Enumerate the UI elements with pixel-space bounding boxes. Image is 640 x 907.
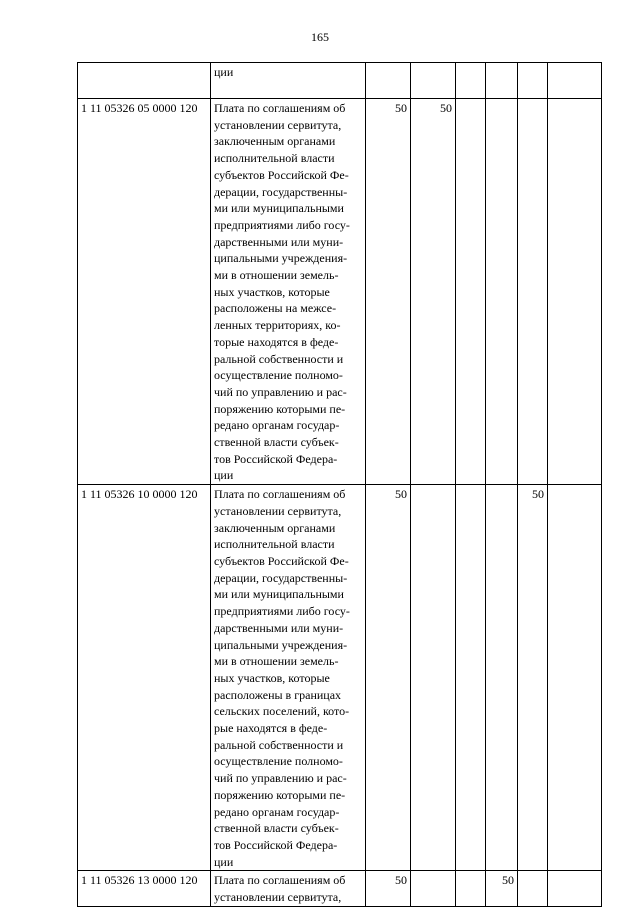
amount-cell-4: [486, 63, 518, 99]
amount-cell-3: [456, 485, 486, 871]
revenue-description-cell: Плата по соглашениям об установлении сервитута,: [211, 871, 366, 906]
table-row: [78, 871, 602, 906]
amount-cell-5: [518, 871, 548, 906]
amount-cell-5: [518, 63, 548, 99]
amount-cell-2: [411, 485, 456, 871]
revenue-description-cell: Плата по соглашениям об установлении сервитута, заключенным органами исполнительной власти субъектов Российской Фе- дерации, государственны- ми или муниципальными предприятиями либо госу- дарственными или муни- ципальными учреждения- ми в отношении земель- ных участков, которые расположены на межсе- ленных территориях, ко- торые находятся в феде- ральной собственности и осуществление полномо- чий по управлению и рас- поряжению которыми пе- редано органам государ- ственной власти субъек- тов Российской Федера- ции: [211, 99, 366, 485]
amount-cell-3: [456, 99, 486, 485]
revenue-code-cell: 1 11 05326 10 0000 120: [78, 485, 211, 871]
revenue-description-cell: ции: [211, 63, 366, 99]
table-row: [78, 63, 602, 99]
table-row: [78, 485, 602, 871]
table-row: [78, 99, 602, 485]
amount-cell-1: [366, 63, 411, 99]
amount-cell-1: 50: [366, 485, 411, 871]
amount-cell-2: [411, 871, 456, 906]
revenue-description-cell: Плата по соглашениям об установлении сервитута, заключенным органами исполнительной власти субъектов Российской Фе- дерации, государственны- ми или муниципальными предприятиями либо госу- дарственными или муни- ципальными учреждения- ми в отношении земель- ных участков, которые расположены в границах сельских поселений, кото- рые находятся в феде- ральной собственности и осуществление полномо- чий по управлению и рас- поряжению которыми пе- редано органам государ- ственной власти субъек- тов Российской Федера- ции: [211, 485, 366, 871]
amount-cell-4: 50: [486, 871, 518, 906]
amount-cell-6: [548, 871, 602, 906]
revenue-code-cell: [78, 63, 211, 99]
amount-cell-6: [548, 63, 602, 99]
amount-cell-1: 50: [366, 871, 411, 906]
amount-cell-3: [456, 63, 486, 99]
amount-cell-6: [548, 485, 602, 871]
amount-cell-2: 50: [411, 99, 456, 485]
budget-revenue-table: [77, 62, 602, 907]
amount-cell-5: 50: [518, 485, 548, 871]
amount-cell-5: [518, 99, 548, 485]
revenue-code-cell: 1 11 05326 05 0000 120: [78, 99, 211, 485]
amount-cell-4: [486, 485, 518, 871]
amount-cell-4: [486, 99, 518, 485]
amount-cell-1: 50: [366, 99, 411, 485]
amount-cell-6: [548, 99, 602, 485]
page-number: 165: [311, 30, 329, 44]
amount-cell-3: [456, 871, 486, 906]
revenue-code-cell: 1 11 05326 13 0000 120: [78, 871, 211, 906]
amount-cell-2: [411, 63, 456, 99]
